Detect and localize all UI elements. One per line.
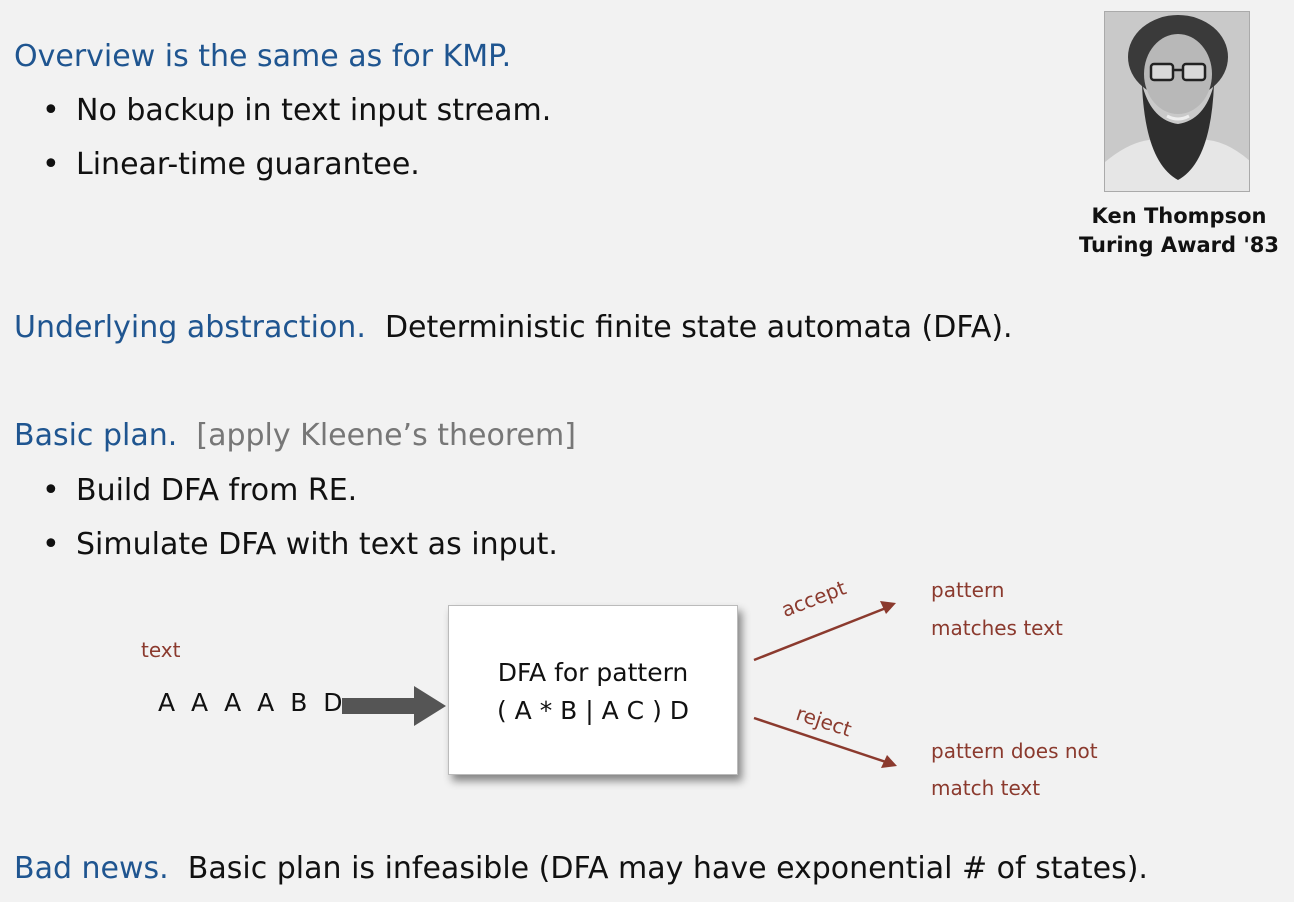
dfa-box-title: DFA for pattern (497, 658, 689, 687)
plan-bullet-2: • Simulate DFA with text as input. (42, 527, 558, 562)
input-arrow-head (414, 686, 446, 726)
accept-label: accept (778, 575, 850, 622)
overview-bullet-1: • No backup in text input stream. (42, 93, 552, 128)
input-arrow-shaft (342, 698, 416, 714)
dfa-box (448, 605, 738, 775)
bad-news-text: Basic plan is infeasible (DFA may have exponential # of states). (187, 851, 1148, 886)
portrait-name: Ken Thompson (1091, 204, 1267, 228)
abstraction-heading: Underlying abstraction. (14, 310, 366, 345)
text-label: text (141, 638, 181, 662)
reject-result-line1: pattern does not (931, 739, 1098, 763)
dfa-box-pattern: ( A * B | A C ) D (496, 696, 690, 725)
bullet-dot: • (42, 473, 60, 508)
reject-label: reject (793, 701, 855, 742)
reject-result-line2: match text (931, 776, 1041, 800)
accept-result-line2: matches text (931, 616, 1063, 640)
accept-result-line1: pattern (931, 578, 1005, 602)
bad-news-line (14, 851, 1148, 886)
bullet-dot: • (42, 147, 60, 182)
plan-note: [apply Kleene’s theorem] (196, 418, 576, 453)
portrait-award: Turing Award '83 (1079, 233, 1279, 257)
plan-bullet-1: • Build DFA from RE. (42, 473, 358, 508)
accept-arrow-head (880, 601, 896, 614)
input-text: A A A A B D (158, 688, 347, 717)
plan-heading: Basic plan. (14, 418, 178, 453)
bad-news-heading: Bad news. (14, 851, 169, 886)
accept-arrow (754, 608, 886, 660)
overview-heading: Overview is the same as for KMP. (14, 39, 512, 74)
overview-bullet-2: • Linear-time guarantee. (42, 147, 420, 182)
bullet-dot: • (42, 93, 60, 128)
bullet-dot: • (42, 527, 60, 562)
abstraction-text: Deterministic finite state automata (DFA). (384, 310, 1013, 345)
